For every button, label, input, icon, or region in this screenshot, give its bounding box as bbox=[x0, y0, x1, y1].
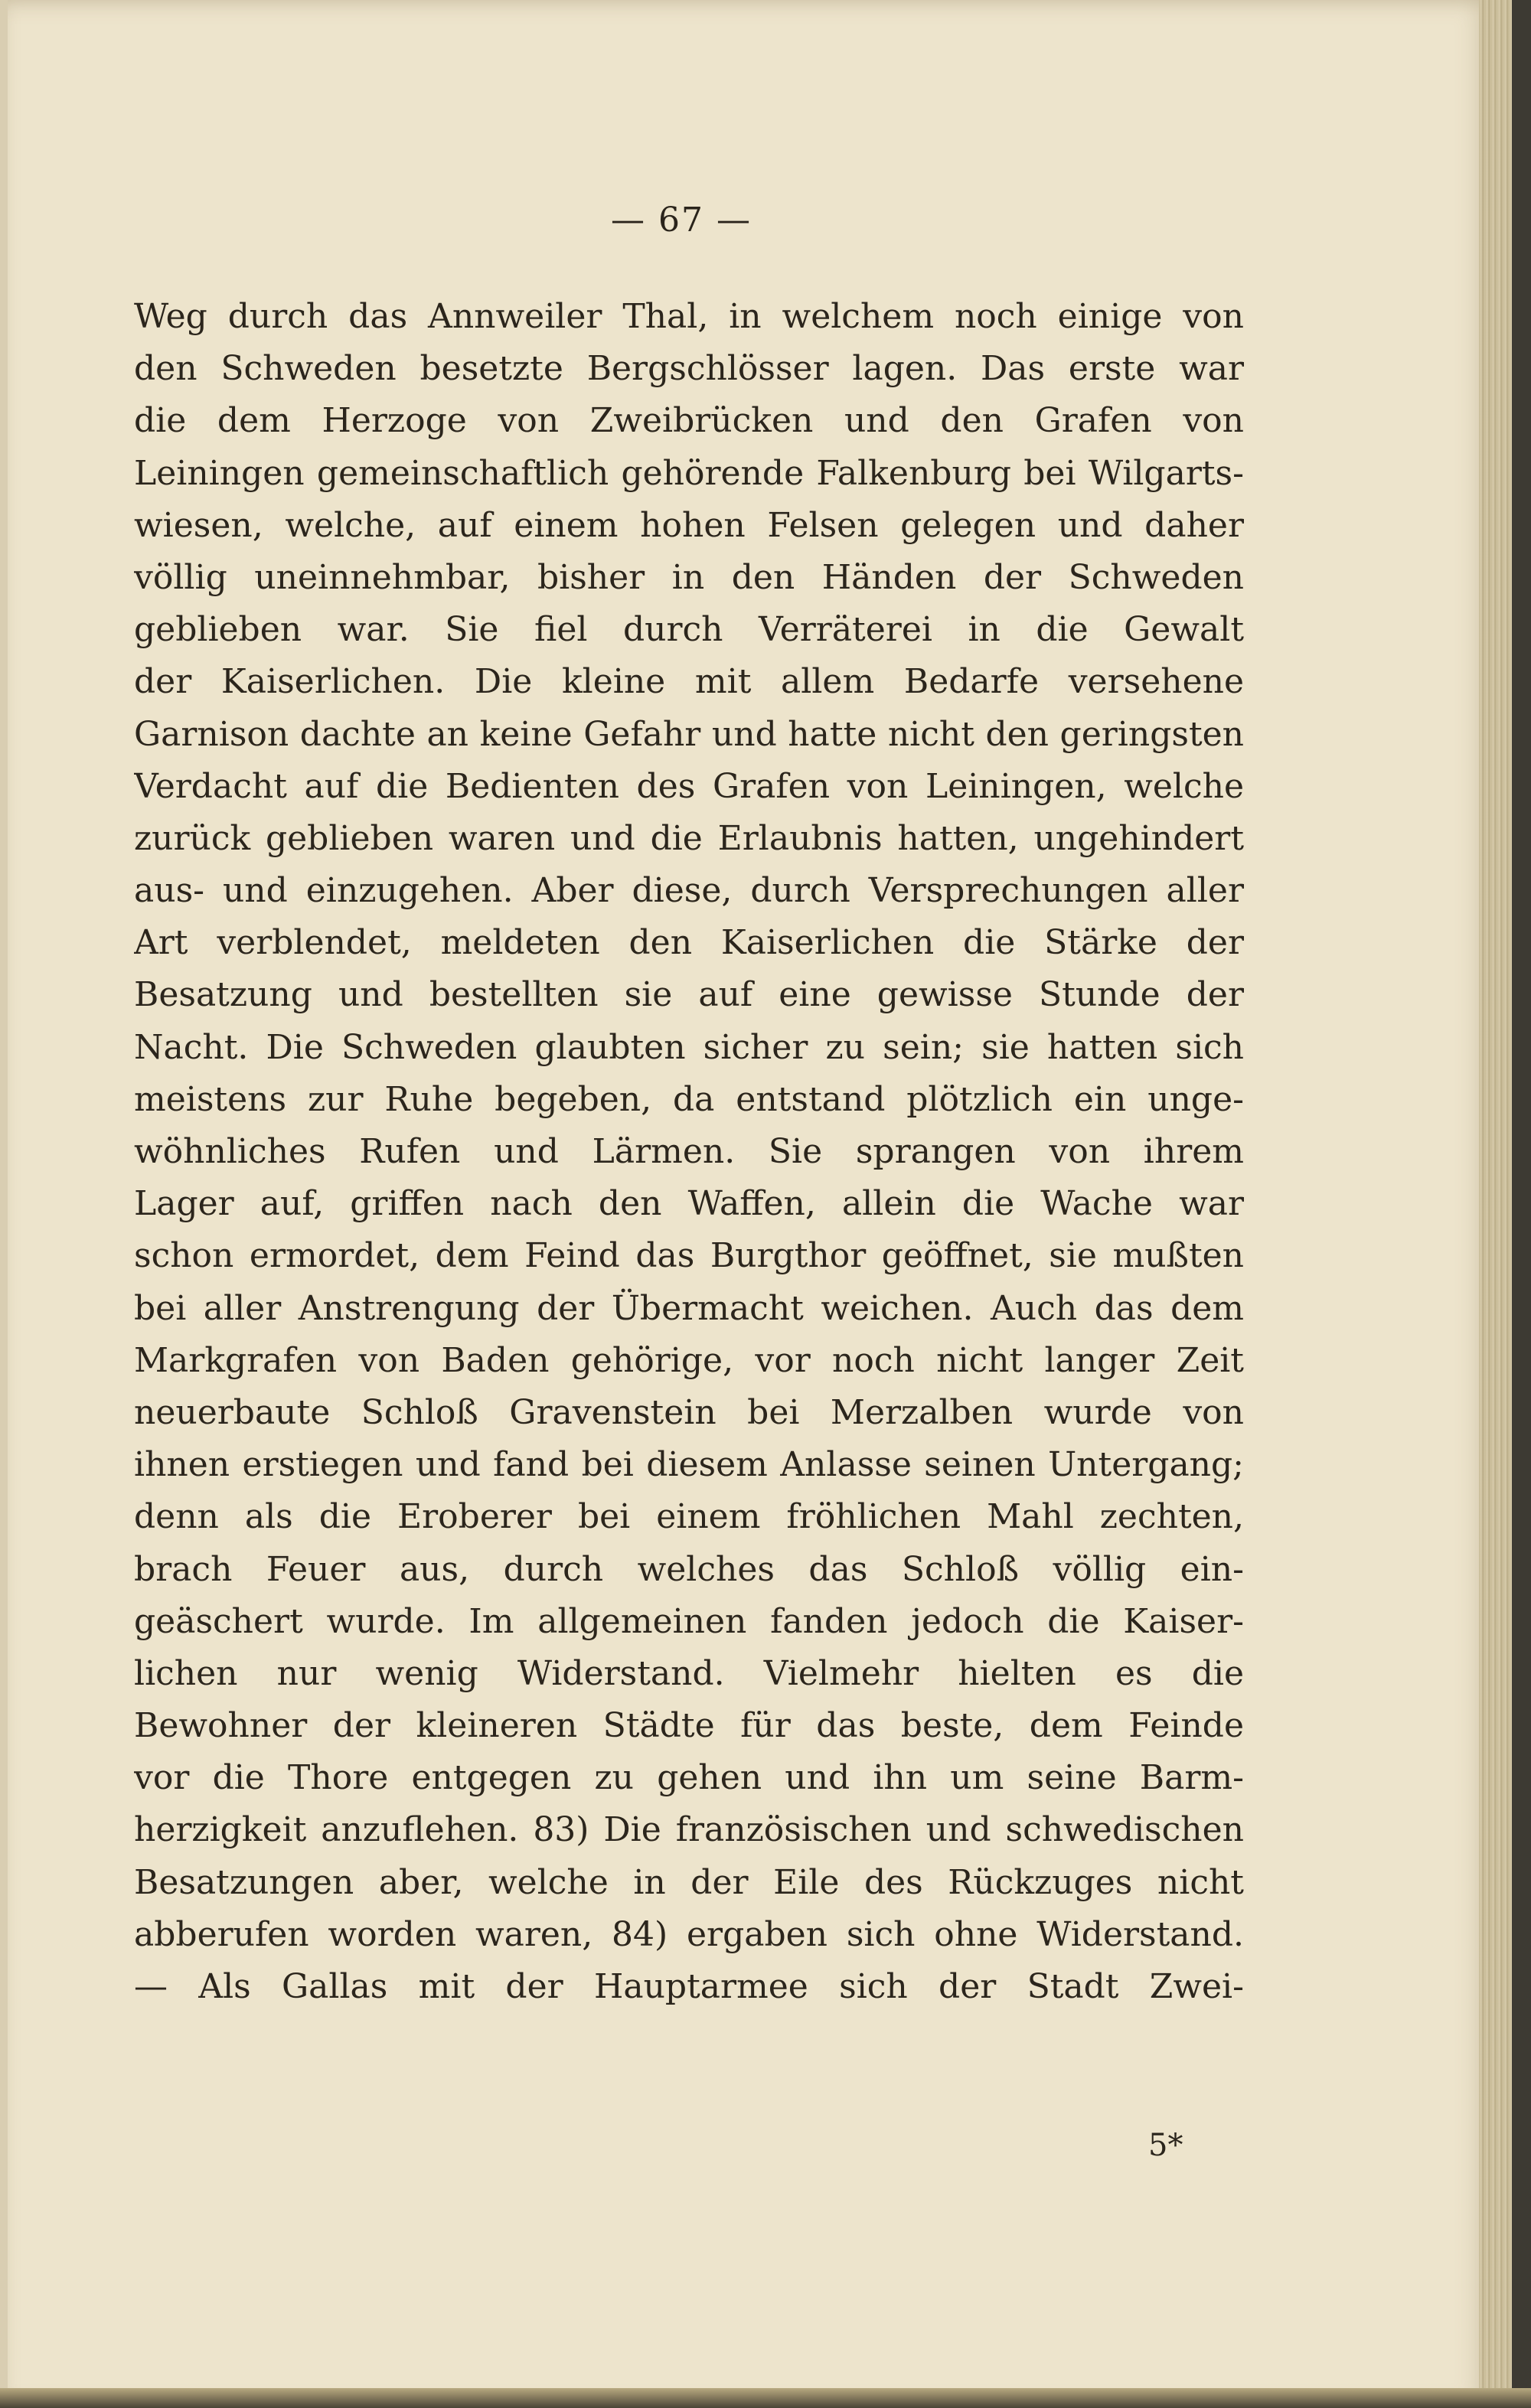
text-line: vor die Thore entgegen zu gehen und ihn um seine Barm- bbox=[134, 1758, 1244, 1798]
text-line: brach Feuer aus, durch welches das Schloß völlig ein- bbox=[134, 1549, 1244, 1589]
text-line: Garnison dachte an keine Gefahr und hatte nicht den geringsten bbox=[134, 714, 1244, 754]
text-line: Verdacht auf die Bedienten des Grafen von Leiningen, welche bbox=[134, 766, 1244, 806]
text-line: geblieben war. Sie fiel durch Verräterei in die Gewalt bbox=[134, 610, 1244, 650]
text-line: wiesen, welche, auf einem hohen Felsen gelegen und daher bbox=[134, 505, 1244, 545]
text-line: bei aller Anstrengung der Übermacht weichen. Auch das dem bbox=[134, 1288, 1244, 1328]
page-bottom-edge bbox=[0, 2388, 1531, 2408]
page-number: — 67 — bbox=[611, 201, 752, 240]
text-line: geäschert wurde. Im allgemeinen fanden jedoch die Kaiser- bbox=[134, 1601, 1244, 1641]
text-line: den Schweden besetzte Bergschlösser lagen. Das erste war bbox=[134, 349, 1244, 389]
text-line: zurück geblieben waren und die Erlaubnis hatten, ungehindert bbox=[134, 818, 1244, 858]
text-line: Nacht. Die Schweden glaubten sicher zu sein; sie hatten sich bbox=[134, 1027, 1244, 1067]
text-line: ihnen erstiegen und fand bei diesem Anlasse seinen Untergang; bbox=[134, 1445, 1244, 1485]
text-line: Besatzung und bestellten sie auf eine gewisse Stunde der bbox=[134, 975, 1244, 1015]
text-line: völlig uneinnehmbar, bisher in den Händen der Schweden bbox=[134, 557, 1244, 597]
text-line: schon ermordet, dem Feind das Burgthor geöffnet, sie mußten bbox=[134, 1236, 1244, 1276]
text-line: Leiningen gemeinschaftlich gehörende Falkenburg bei Wilgarts- bbox=[134, 453, 1244, 493]
text-line: Besatzungen aber, welche in der Eile des Rückzuges nicht bbox=[134, 1862, 1244, 1902]
signature-mark: 5* bbox=[1148, 2128, 1183, 2163]
text-line: denn als die Eroberer bei einem fröhlichen Mahl zechten, bbox=[134, 1497, 1244, 1537]
text-line: lichen nur wenig Widerstand. Vielmehr hielten es die bbox=[134, 1653, 1244, 1693]
page-left-edge bbox=[0, 0, 8, 2408]
text-line: Art verblendet, meldeten den Kaiserlichen die Stärke der bbox=[134, 923, 1244, 963]
text-line: aus- und einzugehen. Aber diese, durch Versprechungen aller bbox=[134, 871, 1244, 911]
text-line: meistens zur Ruhe begeben, da entstand plötzlich ein unge- bbox=[134, 1079, 1244, 1119]
text-line: Markgrafen von Baden gehörige, vor noch nicht langer Zeit bbox=[134, 1340, 1244, 1380]
text-line: abberufen worden waren, 84) ergaben sich ohne Widerstand. bbox=[134, 1914, 1244, 1954]
text-line: — Als Gallas mit der Hauptarmee sich der Stadt Zwei- bbox=[134, 1967, 1244, 2006]
text-line: Bewohner der kleineren Städte für das beste, dem Feinde bbox=[134, 1706, 1244, 1746]
text-line: der Kaiserlichen. Die kleine mit allem Bedarfe versehene bbox=[134, 662, 1244, 702]
text-line: wöhnliches Rufen und Lärmen. Sie sprangen von ihrem bbox=[134, 1132, 1244, 1171]
text-line: Lager auf, griffen nach den Waffen, allein die Wache war bbox=[134, 1184, 1244, 1224]
text-line: Weg durch das Annweiler Thal, in welchem noch einige von bbox=[134, 297, 1244, 336]
text-line: herzigkeit anzuflehen. 83) Die französischen und schwedischen bbox=[134, 1810, 1244, 1850]
text-line: die dem Herzoge von Zweibrücken und den Grafen von bbox=[134, 401, 1244, 441]
book-cover-edge bbox=[1512, 0, 1531, 2408]
body-text bbox=[134, 291, 1244, 2013]
text-line: neuerbaute Schloß Gravenstein bei Merzalben wurde von bbox=[134, 1392, 1244, 1432]
